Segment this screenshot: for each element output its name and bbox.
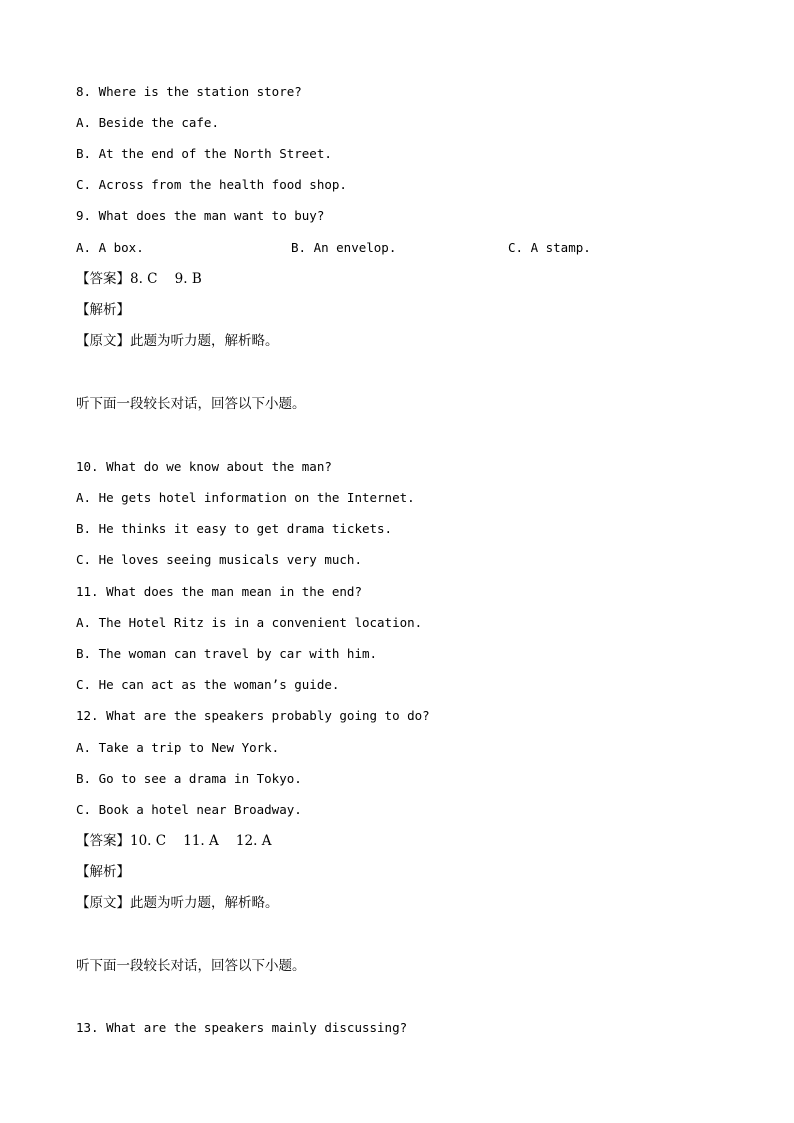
q10-option-b: B. He thinks it easy to get drama tickets. <box>76 521 393 536</box>
analysis-label-2: 【解析】 <box>76 864 130 880</box>
q8-option-a: A. Beside the cafe. <box>76 115 219 130</box>
q11-option-a: A. The Hotel Ritz is in a convenient location. <box>76 615 423 630</box>
q9-option-c: C. A stamp. <box>508 240 591 255</box>
q11-option-c: C. He can act as the woman’s guide. <box>76 677 340 692</box>
original-text-1: 【原文】此题为听力题，解析略。 <box>76 333 279 349</box>
answer-10-12: 【答案】10. C 11. A 12. A <box>76 833 272 849</box>
analysis-label-1: 【解析】 <box>76 302 130 318</box>
q12-option-a: A. Take a trip to New York. <box>76 740 280 755</box>
q11-option-b: B. The woman can travel by car with him. <box>76 646 378 661</box>
q9-option-b: B. An envelop. <box>291 240 397 255</box>
answer-8-9: 【答案】8. C 9. B <box>76 271 202 287</box>
section-intro-3: 听下面一段较长对话，回答以下小题。 <box>76 958 306 974</box>
q8-option-b: B. At the end of the North Street. <box>76 146 332 161</box>
q9-option-a: A. A box. <box>76 240 144 255</box>
q12-option-c: C. Book a hotel near Broadway. <box>76 802 302 817</box>
question-10: 10. What do we know about the man? <box>76 459 332 474</box>
question-13: 13. What are the speakers mainly discussing? <box>76 1020 408 1035</box>
section-intro-2: 听下面一段较长对话，回答以下小题。 <box>76 396 306 412</box>
original-text-2: 【原文】此题为听力题，解析略。 <box>76 895 279 911</box>
question-11: 11. What does the man mean in the end? <box>76 584 362 599</box>
question-9: 9. What does the man want to buy? <box>76 208 325 223</box>
q10-option-a: A. He gets hotel information on the Internet. <box>76 490 415 505</box>
q10-option-c: C. He loves seeing musicals very much. <box>76 552 362 567</box>
question-12: 12. What are the speakers probably going to do? <box>76 708 430 723</box>
q12-option-b: B. Go to see a drama in Tokyo. <box>76 771 302 786</box>
q8-option-c: C. Across from the health food shop. <box>76 177 347 192</box>
question-8: 8. Where is the station store? <box>76 84 302 99</box>
